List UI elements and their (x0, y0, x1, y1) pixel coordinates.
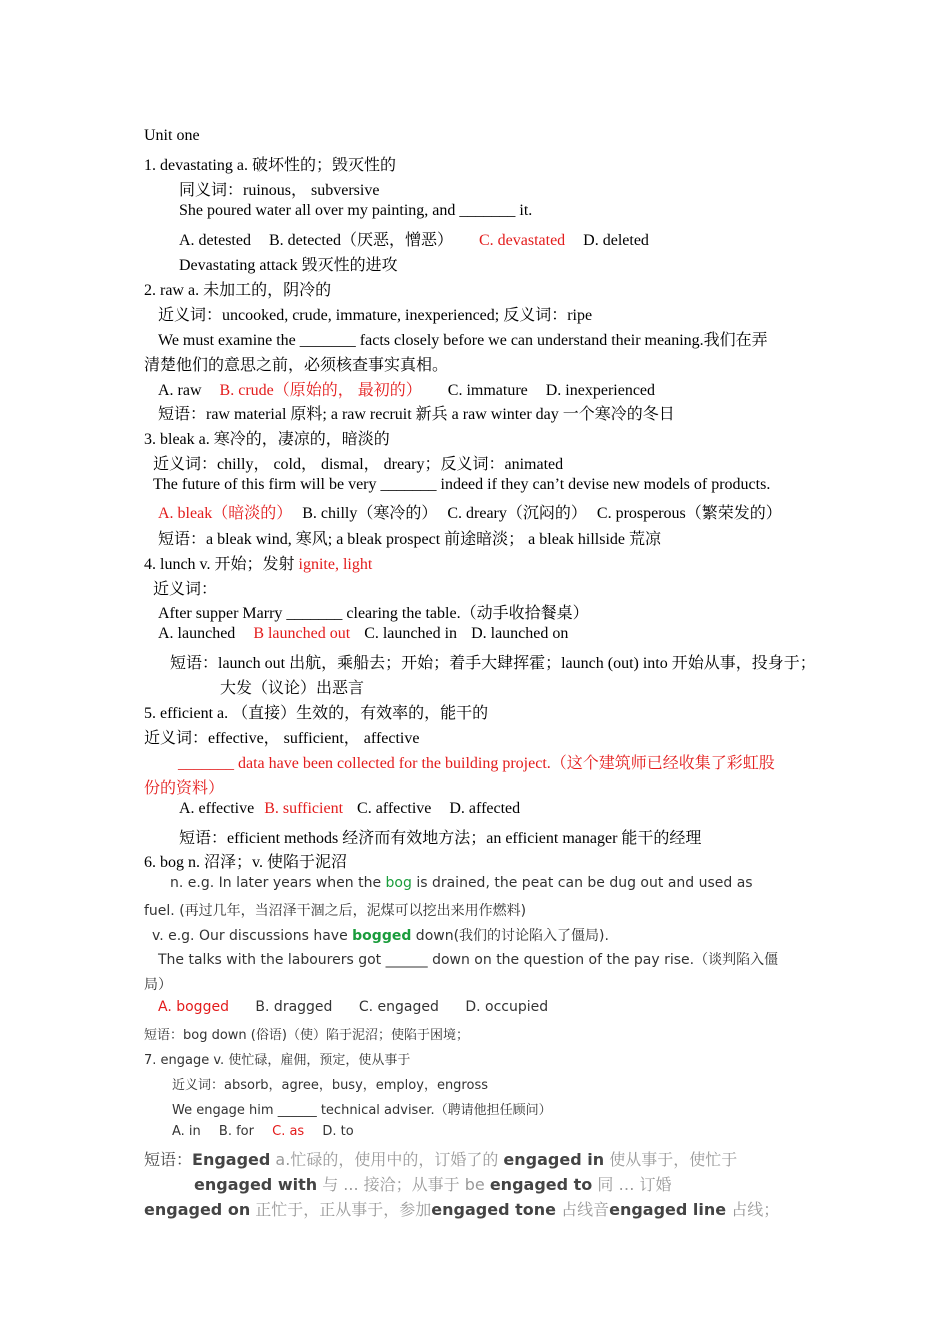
entry-5-phrase: 短语：efficient methods 经济而有效地方法；an efficient manager 能干的经理 (179, 830, 702, 847)
verb-example-text: v. e.g. Our discussions have (152, 928, 353, 944)
option-b: B. detected（厌恶，憎恶） (268, 232, 453, 249)
option-d: D. deleted (583, 232, 649, 249)
highlight-bogged: bogged (352, 928, 412, 944)
phrase-be: be (464, 1175, 490, 1194)
entry-4-heading (144, 551, 372, 574)
option-a: A. effective (179, 800, 255, 817)
entry-6-sentence-cont: 局） (144, 977, 172, 993)
phrase-engaged-line: engaged line (609, 1200, 727, 1219)
entry-6-sentence: The talks with the labourers got ______ down on the question of the pay rise.（谈判陷入僵 (158, 952, 779, 968)
entry-3-options (158, 500, 782, 523)
entry-3-phrase: 短语：a bleak wind, 寒风; a bleak prospect 前途暗淡； a bleak hillside 荒凉 (158, 531, 662, 548)
entry-7-phrases-line3 (144, 1197, 779, 1220)
option-a: A. launched (158, 625, 236, 642)
entry-7-synonyms: 近义词：absorb，agree，busy，employ，engross (172, 1078, 488, 1093)
entry-3-sentence: The future of this firm will be very _______ indeed if they can’t devise new models of products. (153, 476, 771, 493)
phrase-label: 短语： (144, 1150, 193, 1169)
entry-7-heading: 7. engage v. 使忙碌，雇佣，预定，使从事于 (144, 1053, 411, 1068)
option-b: B. dragged (255, 999, 333, 1015)
highlight-bog: bog (385, 875, 412, 891)
entry-6-noun-example (170, 875, 753, 891)
entry-4-phrase: 短语：launch out 出航，乘船去；开始；着手大肆挥霍；launch (out) into 开始从事，投身于； (170, 655, 816, 672)
entry-5-options (179, 800, 520, 818)
noun-example-text-cont: is drained, the peat can be dug out and used as (411, 875, 753, 891)
entry-2-synonyms: 近义词：uncooked, crude, immature, inexperienced; 反义词：ripe (158, 307, 593, 324)
entry-2-phrase: 短语：raw material 原料; a raw recruit 新兵 a raw winter day 一个寒冷的冬日 (158, 406, 675, 423)
entry-6-options (158, 999, 548, 1015)
option-b-answer: B. crude（原始的， 最初的） (219, 382, 422, 399)
option-a: A. raw (158, 382, 202, 399)
option-d: D. occupied (465, 999, 549, 1015)
entry-6-heading: 6. bog n. 沼泽；v. 使陷于泥沼 (144, 854, 347, 871)
noun-example-text: n. e.g. In later years when the (170, 875, 386, 891)
unit-title: Unit one (144, 127, 200, 144)
phrase-engaged-on: engaged on (144, 1200, 251, 1219)
entry-1-synonyms: 同义词：ruinous， subversive (179, 182, 380, 199)
option-a: A. in (172, 1124, 201, 1139)
phrase-engaged-with: engaged with (194, 1175, 318, 1194)
option-d: D. affected (449, 800, 521, 817)
entry-5-sentence: _______ data have been collected for the building project.（这个建筑师已经收集了彩虹股 (178, 755, 775, 772)
entry-7-phrases-line2 (194, 1172, 672, 1195)
entry-1-phrase: Devastating attack 毁灭性的进攻 (179, 257, 398, 274)
option-d: D. to (322, 1124, 354, 1139)
entry-4-options (158, 625, 568, 643)
entry-7-options (172, 1124, 354, 1139)
entry-2-options (158, 377, 655, 400)
option-c: C. engaged (358, 999, 439, 1015)
entry-4-heading-text: 4. lunch v. 开始；发射 (144, 556, 299, 573)
option-c-answer: C. devastated (478, 232, 566, 249)
option-b-answer: B launched out (253, 625, 351, 642)
option-d: D. launched on (471, 625, 569, 642)
entry-4-sentence: After supper Marry _______ clearing the table.（动手收拾餐桌） (158, 605, 589, 622)
entry-5-heading: 5. efficient a. （直接）生效的，有效率的，能干的 (144, 705, 489, 722)
entry-3-synonyms: 近义词：chilly， cold， dismal， dreary；反义词：animated (153, 456, 564, 473)
entry-1-sentence: She poured water all over my painting, and _______ it. (179, 202, 533, 219)
option-b: B. for (218, 1124, 254, 1139)
phrase-engaged-in: engaged in (503, 1150, 605, 1169)
option-c: C. launched in (364, 625, 458, 642)
verb-example-text-cont: down(我们的讨论陷入了僵局). (411, 928, 609, 944)
option-d: C. prosperous（繁荣发的） (596, 505, 782, 522)
option-c-answer: C. as (272, 1124, 305, 1139)
phrase-engaged-on-meaning: 正忙于，正从事于，参加 (250, 1200, 432, 1219)
phrase-engaged-with-meaning: 与 ... 接洽；从事于 (317, 1175, 465, 1194)
phrase-engaged-line-meaning: 占线； (726, 1200, 780, 1219)
entry-5-synonyms: 近义词：effective， sufficient， affective (144, 730, 420, 747)
entry-7-sentence: We engage him ______ technical adviser.（聘请他担任顾问） (172, 1103, 552, 1118)
entry-6-verb-example (152, 925, 609, 945)
entry-4-phrase-cont: 大发（议论）出恶言 (220, 680, 365, 697)
entry-1-heading: 1. devastating a. 破坏性的；毁灭性的 (144, 157, 396, 174)
phrase-engaged-meaning: a.忙碌的，使用中的，订婚了的 (270, 1150, 504, 1169)
phrase-engaged: Engaged (192, 1150, 271, 1169)
phrase-engaged-tone: engaged tone (431, 1200, 556, 1219)
option-c: C. immature (447, 382, 528, 399)
option-a-answer: A. bleak（暗淡的） (158, 505, 293, 522)
entry-2-sentence: We must examine the _______ facts closely before we can understand their meaning.我们在弄 (158, 332, 768, 349)
option-b-answer: B. sufficient (264, 800, 344, 817)
entry-5-sentence-cont: 份的资料） (144, 780, 225, 797)
phrase-engaged-to-meaning: 同 … 订婚 (592, 1175, 672, 1194)
option-c: C. affective (357, 800, 432, 817)
option-d: D. inexperienced (545, 382, 656, 399)
entry-2-sentence-cont: 清楚他们的意思之前，必须核查事实真相。 (144, 357, 449, 374)
phrase-engaged-to: engaged to (489, 1175, 593, 1194)
option-a-answer: A. bogged (158, 999, 229, 1015)
entry-6-noun-example-cont: fuel. (再过几年，当沼泽干涸之后，泥煤可以挖出来用作燃料) (144, 903, 527, 919)
option-c: C. dreary（沉闷的） (447, 505, 587, 522)
entry-2-heading: 2. raw a. 未加工的，阴冷的 (144, 282, 332, 299)
entry-4-synonyms: 近义词： (153, 581, 218, 598)
phrase-engaged-in-meaning: 使从事于，使忙于 (604, 1150, 738, 1169)
phrase-engaged-tone-meaning: 占线音 (556, 1200, 610, 1219)
entry-1-options (179, 227, 649, 250)
entry-7-phrases-line1 (144, 1147, 737, 1170)
option-b: B. chilly（寒冷的） (302, 505, 438, 522)
entry-4-synonyms-red: ignite, light (298, 556, 373, 573)
entry-3-heading: 3. bleak a. 寒冷的，凄凉的，暗淡的 (144, 431, 390, 448)
entry-6-phrase: 短语：bog down (俗语)（使）陷于泥沼；使陷于困境； (144, 1028, 469, 1043)
option-a: A. detested (179, 232, 251, 249)
